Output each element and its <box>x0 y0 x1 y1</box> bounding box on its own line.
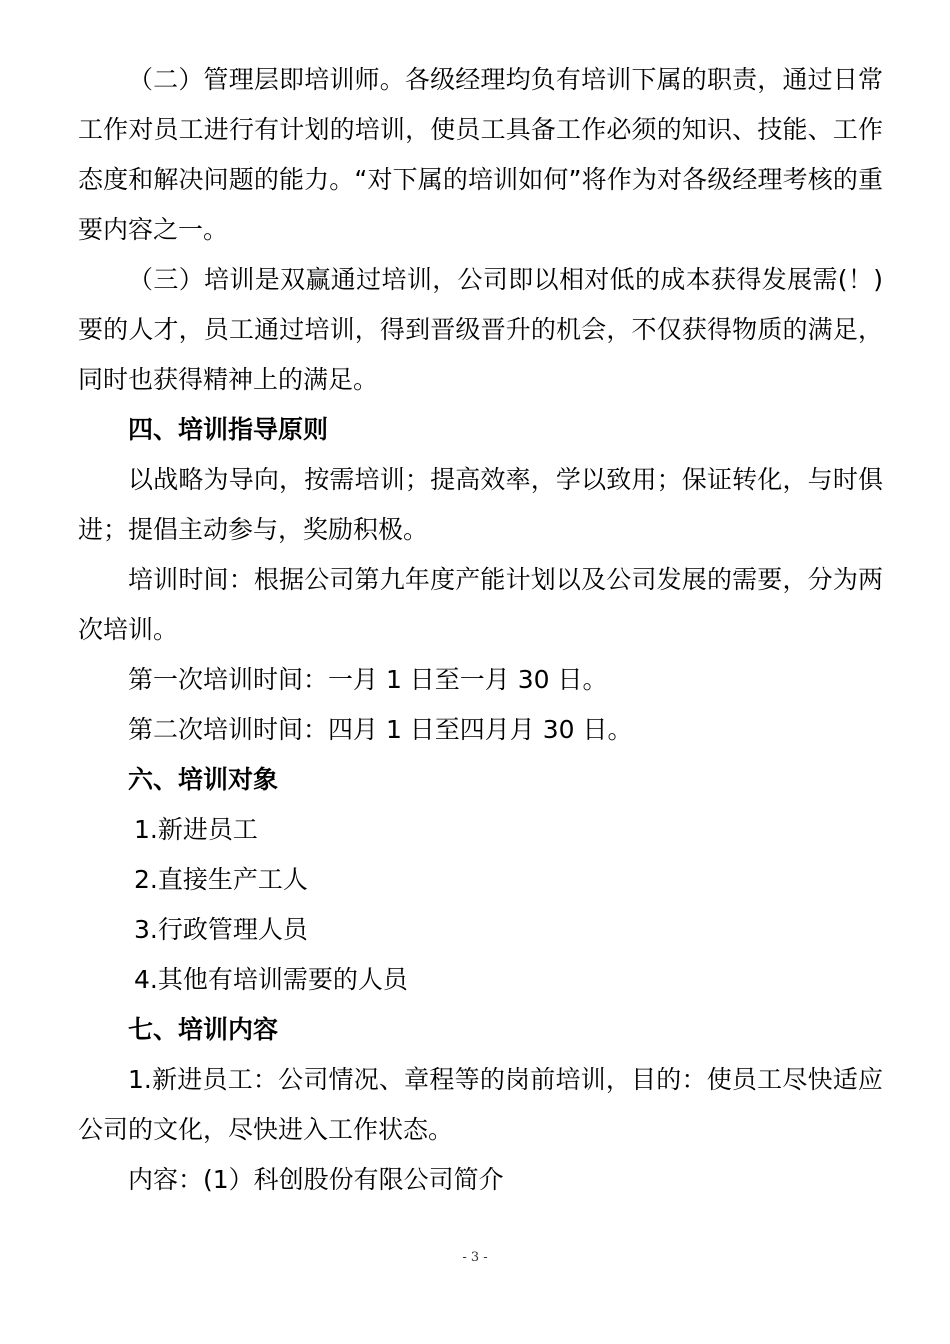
page-number: - 3 - <box>462 1250 488 1265</box>
list-item-new-employees: 1.新进员工 <box>134 815 258 844</box>
paragraph-content-item-1: 内容：(1）科创股份有限公司简介 <box>128 1165 504 1194</box>
heading-training-targets: 六、培训对象 <box>128 765 279 794</box>
heading-guiding-principles: 四、培训指导原则 <box>128 415 329 444</box>
list-item-other-staff: 4.其他有培训需要的人员 <box>134 965 408 994</box>
paragraph-management-trainers: （二）管理层即培训师。各级经理均负有培训下属的职责，通过日常工作对员工进行有计划的培训，使员工具备工作必须的知识、技能、工作态度和解决问题的能力。“对下属的培训如何”将作为对各级经理考核的重要内容之一。 <box>78 65 883 244</box>
paragraph-win-win: （三）培训是双赢通过培训，公司即以相对低的成本获得发展需(！)要的人才，员工通过培训，得到晋级晋升的机会，不仅获得物质的满足，同时也获得精神上的满足。 <box>78 265 883 394</box>
heading-training-content: 七、培训内容 <box>128 1015 279 1044</box>
list-item-admin-staff: 3.行政管理人员 <box>134 915 308 944</box>
list-item-production-workers: 2.直接生产工人 <box>134 865 308 894</box>
paragraph-principles: 以战略为导向，按需培训；提高效率，学以致用；保证转化，与时俱进；提倡主动参与，奖励积极。 <box>78 465 883 544</box>
paragraph-training-time: 培训时间：根据公司第九年度产能计划以及公司发展的需要，分为两次培训。 <box>78 565 883 644</box>
paragraph-second-training: 第二次培训时间：四月 1 日至四月月 30 日。 <box>128 715 633 744</box>
paragraph-first-training: 第一次培训时间：一月 1 日至一月 30 日。 <box>128 665 608 694</box>
paragraph-new-employee-content: 1.新进员工：公司情况、章程等的岗前培训，目的：使员工尽快适应公司的文化，尽快进入工作状态。 <box>78 1065 883 1144</box>
